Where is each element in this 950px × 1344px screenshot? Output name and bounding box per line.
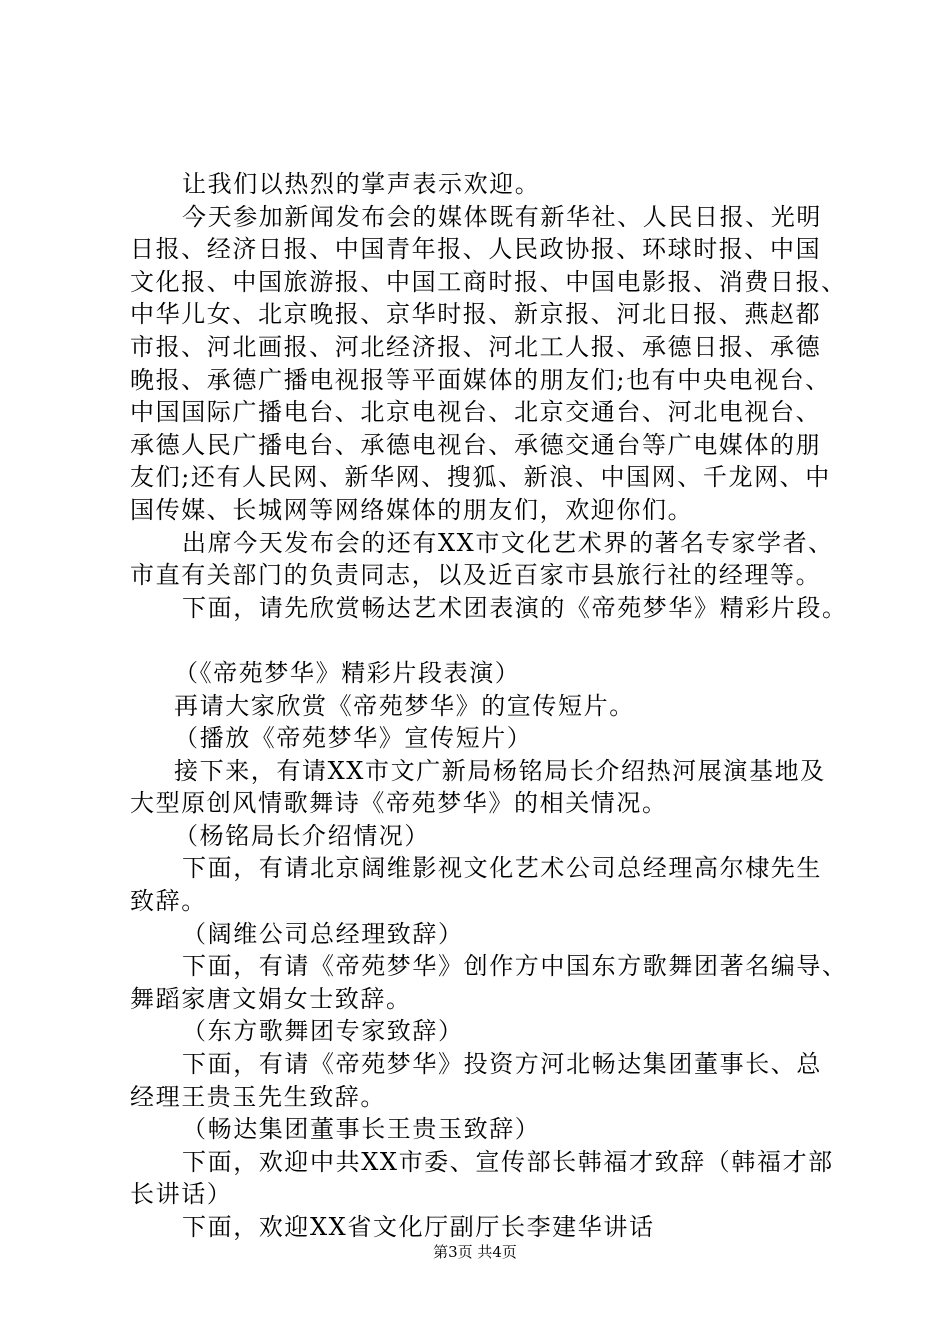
blank-line (130, 624, 842, 657)
paragraph-line: 日报、经济日报、中国青年报、人民政协报、环球时报、中国 (130, 235, 822, 264)
paragraph-line: 经理王贵玉先生致辞。 (130, 1082, 386, 1111)
paragraph-line: 今天参加新闻发布会的媒体既有新华社、人民日报、光明 (182, 202, 822, 231)
paragraph-line: 下面，欢迎中共XX市委、宣传部长韩福才致辞（韩福才部 (182, 1147, 834, 1176)
paragraph-line: 友们;还有人民网、新华网、搜狐、新浪、中国网、千龙网、中 (130, 463, 831, 492)
paragraph-line: 文化报、中国旅游报、中国工商时报、中国电影报、消费日报、 (130, 267, 847, 296)
paragraph-line: 下面，有请北京阔维影视文化艺术公司总经理高尔棣先生 (182, 854, 822, 883)
paragraph-line: 市直有关部门的负责同志，以及近百家市县旅行社的经理等。 (130, 561, 822, 590)
paragraph-line: 下面，欢迎XX省文化厅副厅长李建华讲话 (182, 1213, 655, 1241)
paragraph-line: 出席今天发布会的还有XX市文化艺术界的著名专家学者、 (182, 528, 834, 557)
paragraph-line: 接下来，有请XX市文广新局杨铭局长介绍热河展演基地及 (174, 756, 826, 785)
paragraph-line: 致辞。 (130, 887, 207, 916)
paragraph-line: 中华儿女、北京晚报、京华时报、新京报、河北日报、燕赵都 (130, 300, 822, 329)
paragraph-line: 舞蹈家唐文娟女士致辞。 (130, 984, 412, 1013)
stage-direction-line: （杨铭局长介绍情况） (174, 821, 430, 850)
stage-direction-line: （阔维公司总经理致辞） (182, 919, 464, 948)
stage-direction-line: （东方歌舞团专家致辞） (182, 1017, 464, 1046)
paragraph-line: 中国国际广播电台、北京电视台、北京交通台、河北电视台、 (130, 398, 822, 427)
paragraph-line: 下面，请先欣赏畅达艺术团表演的《帝苑梦华》精彩片段。 (182, 593, 848, 622)
paragraph-line: 市报、河北画报、河北经济报、河北工人报、承德日报、承德 (130, 332, 822, 361)
document-body (130, 168, 848, 1244)
paragraph-line: 下面，有请《帝苑梦华》创作方中国东方歌舞团著名编导、 (182, 952, 848, 981)
stage-direction-line: （《帝苑梦华》精彩片段表演） (174, 658, 521, 687)
paragraph-line: 再请大家欣赏《帝苑梦华》的宣传短片。 (174, 691, 635, 720)
paragraph-line: 晚报、承德广播电视报等平面媒体的朋友们;也有中央电视台、 (130, 365, 831, 394)
paragraph-line: 长讲话） (130, 1180, 233, 1209)
stage-direction-line: （畅达集团董事长王贵玉致辞） (182, 1115, 541, 1144)
paragraph-line: 下面，有请《帝苑梦华》投资方河北畅达集团董事长、总 (182, 1050, 822, 1079)
paragraph-line: 让我们以热烈的掌声表示欢迎。 (182, 170, 541, 198)
page-footer: 第3页 共4页 (433, 1243, 517, 1261)
paragraph-line: 承德人民广播电台、承德电视台、承德交通台等广电媒体的朋 (130, 430, 822, 459)
paragraph-line: 国传媒、长城网等网络媒体的朋友们，欢迎你们。 (130, 495, 694, 524)
stage-direction-line: （播放《帝苑梦华》宣传短片） (174, 724, 533, 753)
paragraph-line: 大型原创风情歌舞诗《帝苑梦华》的相关情况。 (130, 789, 668, 818)
